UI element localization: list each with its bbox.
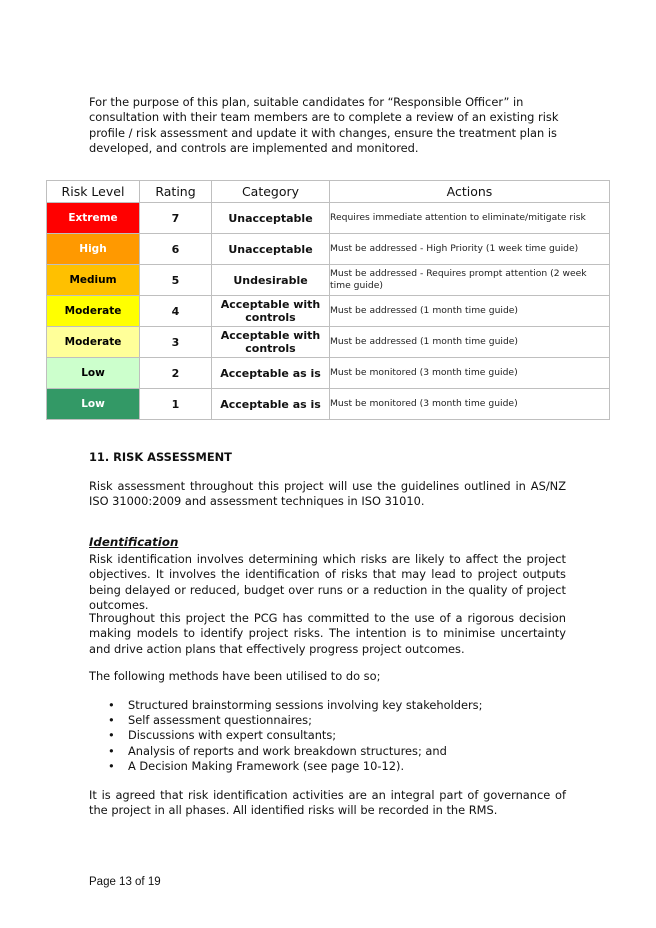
- table-row: [47, 389, 610, 420]
- closing-paragraph: It is agreed that risk identification activities are an integral part of governance of the project in all phases. All identified risks will be recorded in the RMS.: [89, 788, 566, 818]
- rating-cell: 4: [140, 296, 212, 327]
- list-item-text: Self assessment questionnaires;: [128, 713, 312, 728]
- list-item: [89, 759, 559, 774]
- table-row: [47, 358, 610, 389]
- header-category: Category: [212, 181, 330, 203]
- table-header-row: [47, 181, 610, 203]
- list-item: [89, 698, 559, 713]
- rating-cell: 1: [140, 389, 212, 420]
- rating-cell: 2: [140, 358, 212, 389]
- bullet-icon: •: [108, 698, 115, 712]
- risk-assessment-paragraph: Risk assessment throughout this project will use the guidelines outlined in AS/NZ ISO 31000:2009 and assessment techniques in ISO 31010.: [89, 479, 566, 509]
- rating-cell: 7: [140, 203, 212, 234]
- action-cell: Must be addressed (1 month time guide): [330, 327, 610, 358]
- list-item-text: A Decision Making Framework (see page 10-12).: [128, 758, 405, 773]
- identification-paragraph: Risk identification involves determining which risks are likely to affect the project objectives. It involves the identification of risks that may lead to project outputs being delayed or reduced, budget over runs or a reduction in the quality of project outcomes.: [89, 552, 566, 612]
- category-cell: Acceptable with controls: [212, 327, 330, 358]
- action-cell: Must be monitored (3 month time guide): [330, 389, 610, 420]
- table-row: [47, 203, 610, 234]
- list-item-text: Analysis of reports and work breakdown structures; and: [128, 743, 447, 758]
- list-item: [89, 713, 559, 728]
- list-item-text: Discussions with expert consultants;: [128, 728, 337, 743]
- risk-level-cell: Extreme: [47, 203, 140, 234]
- list-item-text: Structured brainstorming sessions involving key stakeholders;: [128, 698, 483, 712]
- table-row: [47, 296, 610, 327]
- category-cell: Undesirable: [212, 265, 330, 296]
- category-cell: Unacceptable: [212, 234, 330, 265]
- bullet-icon: •: [108, 743, 115, 758]
- category-cell: Unacceptable: [212, 203, 330, 234]
- header-actions: Actions: [330, 181, 610, 203]
- methods-list: [89, 698, 559, 774]
- rating-cell: 3: [140, 327, 212, 358]
- risk-level-cell: Medium: [47, 265, 140, 296]
- risk-level-cell: Low: [47, 389, 140, 420]
- risk-level-cell: High: [47, 234, 140, 265]
- rating-cell: 6: [140, 234, 212, 265]
- action-cell: Must be addressed - Requires prompt attention (2 week time guide): [330, 265, 610, 296]
- pcg-paragraph: Throughout this project the PCG has committed to the use of a rigorous decision making models to identify project risks. The intention is to minimise uncertainty and drive action plans that effectively progress project outcomes.: [89, 611, 566, 656]
- category-cell: Acceptable as is: [212, 358, 330, 389]
- bullet-icon: •: [108, 728, 115, 743]
- header-risk-level: Risk Level: [47, 181, 140, 203]
- table-row: [47, 327, 610, 358]
- risk-level-cell: Moderate: [47, 296, 140, 327]
- section-heading: 11. RISK ASSESSMENT: [89, 450, 232, 464]
- action-cell: Must be addressed (1 month time guide): [330, 296, 610, 327]
- action-cell: Must be addressed - High Priority (1 week time guide): [330, 234, 610, 265]
- table-row: [47, 234, 610, 265]
- risk-rating-table: [46, 180, 610, 420]
- header-rating: Rating: [140, 181, 212, 203]
- action-cell: Requires immediate attention to eliminate/mitigate risk: [330, 203, 610, 234]
- action-cell: Must be monitored (3 month time guide): [330, 358, 610, 389]
- risk-level-cell: Moderate: [47, 327, 140, 358]
- identification-heading: Identification: [89, 535, 179, 549]
- category-cell: Acceptable as is: [212, 389, 330, 420]
- risk-level-cell: Low: [47, 358, 140, 389]
- intro-paragraph: For the purpose of this plan, suitable candidates for “Responsible Officer” in consultation with their team members are to complete a review of an existing risk profile / risk assessment and update it with changes, ensure the treatment plan is developed, and controls are implemented and monitored.: [89, 95, 559, 155]
- list-item: [89, 728, 559, 743]
- rating-cell: 5: [140, 265, 212, 296]
- methods-intro: The following methods have been utilised to do so;: [89, 669, 381, 683]
- bullet-icon: •: [108, 713, 115, 728]
- category-cell: Acceptable with controls: [212, 296, 330, 327]
- table-row: [47, 265, 610, 296]
- list-item: [89, 744, 559, 759]
- page-footer: Page 13 of 19: [89, 876, 161, 888]
- bullet-icon: •: [108, 758, 115, 773]
